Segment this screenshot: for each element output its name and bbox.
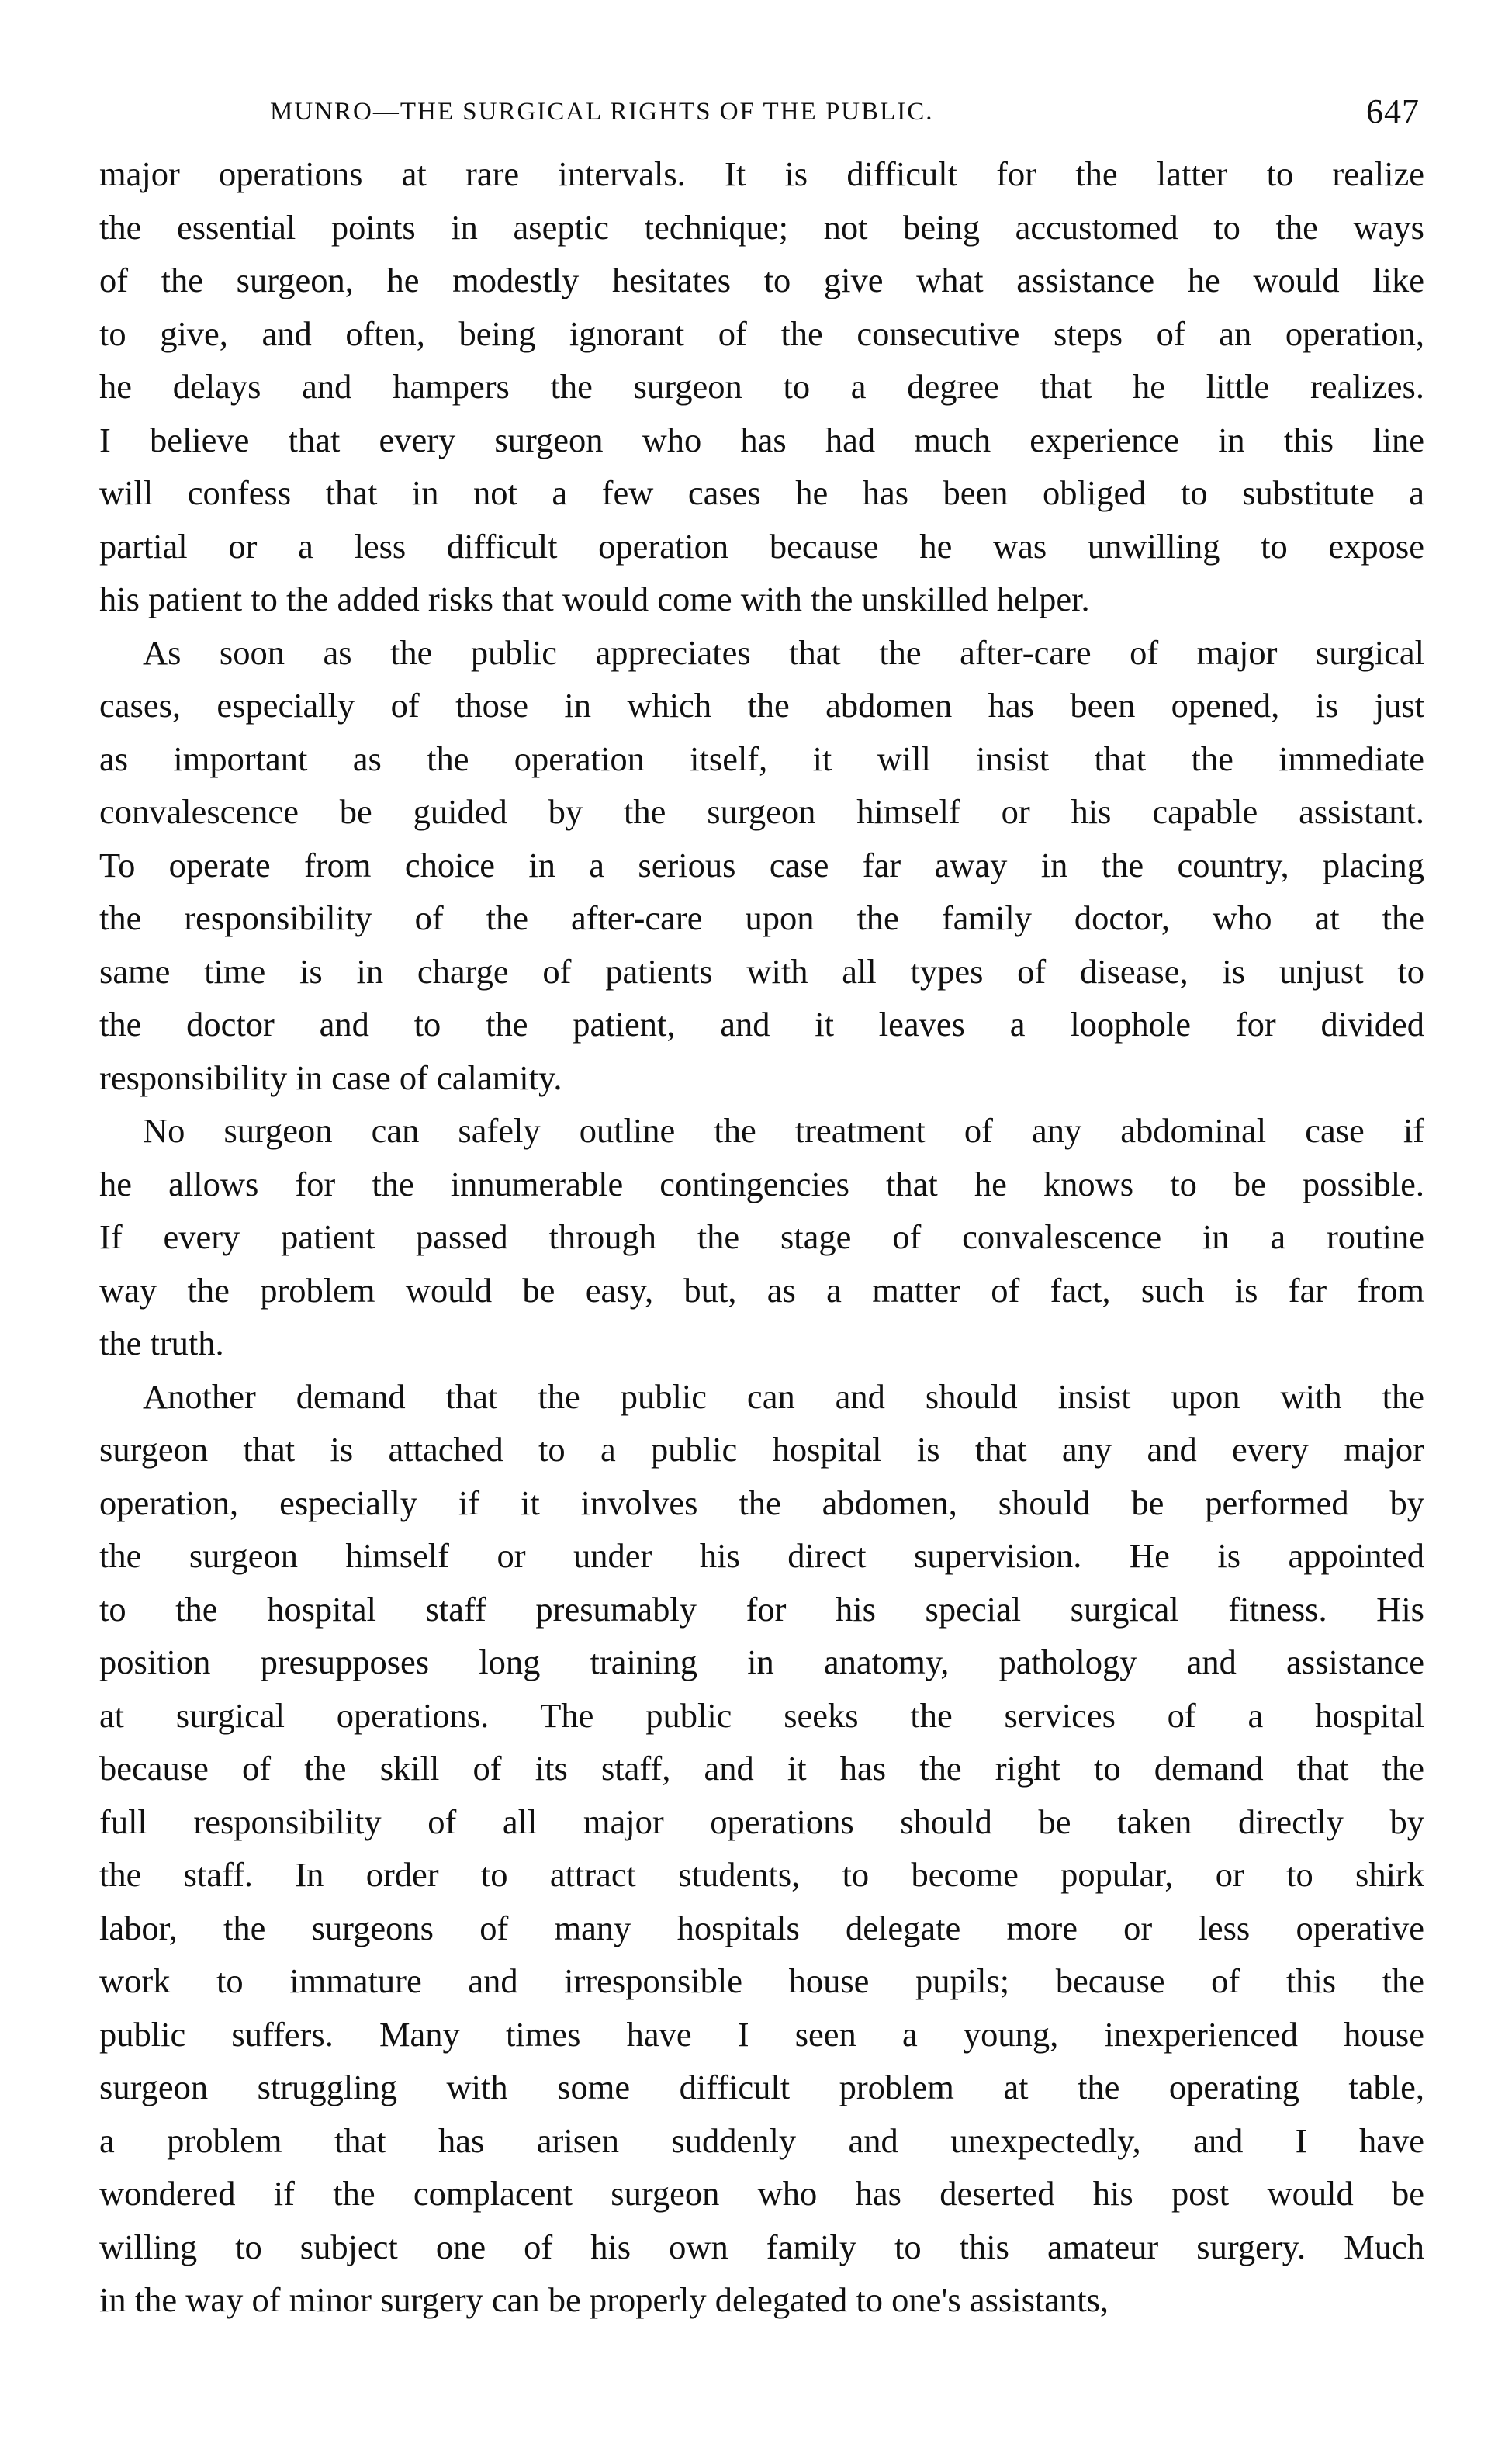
text-line: operation, especially if it involves the abdomen, should be performed by <box>99 1483 1424 1522</box>
text-line: to the hospital staff presumably for his special surgical fitness. His <box>99 1589 1424 1629</box>
page-number: 647 <box>1366 92 1420 130</box>
text-line: in the way of minor surgery can be properly delegated to one's assistants, <box>99 2280 1109 2319</box>
text-line: the staff. In order to attract students, to become popular, or to shirk <box>99 1855 1424 1894</box>
text-line: partial or a less difficult operation because he was unwilling to expose <box>99 526 1424 566</box>
paragraph <box>99 1370 1424 2327</box>
book-page <box>99 92 1424 2327</box>
text-line: will confess that in not a few cases he has been obliged to substitute a <box>99 473 1424 512</box>
text-line: the surgeon himself or under his direct supervision. He is appointed <box>99 1536 1424 1575</box>
text-line: cases, especially of those in which the abdomen has been opened, is just <box>99 686 1424 725</box>
text-line: To operate from choice in a serious case far away in the country, placing <box>99 845 1424 884</box>
text-line: the truth. <box>99 1324 224 1362</box>
text-line: his patient to the added risks that would come with the unskilled helper. <box>99 580 1090 618</box>
paragraph <box>99 626 1424 1105</box>
text-line: the essential points in aseptic technique; not being accustomed to the ways <box>99 207 1424 247</box>
text-line: he allows for the innumerable contingencies that he knows to be possible. <box>99 1164 1424 1203</box>
text-line: surgeon struggling with some difficult problem at the operating table, <box>99 2068 1424 2106</box>
text-line: work to immature and irresponsible house pupils; because of this the <box>99 1961 1424 2000</box>
paragraph <box>99 1104 1424 1370</box>
text-line: full responsibility of all major operations should be taken directly by <box>99 1802 1424 1841</box>
text-line: No surgeon can safely outline the treatment of any abdominal case if <box>143 1111 1424 1150</box>
text-line: he delays and hampers the surgeon to a degree that he little realizes. <box>99 367 1424 406</box>
text-line: because of the skill of its staff, and it has the right to demand that the <box>99 1749 1424 1788</box>
text-line: way the problem would be easy, but, as a matter of fact, such is far from <box>99 1270 1424 1310</box>
text-line: I believe that every surgeon who has had much experience in this line <box>99 420 1424 459</box>
paragraph <box>99 147 1424 626</box>
text-line: a problem that has arisen suddenly and unexpectedly, and I have <box>99 2120 1424 2160</box>
text-line: convalescence be guided by the surgeon himself or his capable assistant. <box>99 792 1424 831</box>
text-line: As soon as the public appreciates that the after-care of major surgical <box>143 632 1424 672</box>
text-line: of the surgeon, he modestly hesitates to give what assistance he would like <box>99 261 1424 299</box>
text-line: at surgical operations. The public seeks the services of a hospital <box>99 1695 1424 1735</box>
text-line: same time is in charge of patients with all types of disease, is unjust to <box>99 951 1424 991</box>
text-line: responsibility in case of calamity. <box>99 1058 562 1097</box>
text-line: willing to subject one of his own family to this amateur surgery. Much <box>99 2227 1424 2266</box>
running-title: MUNRO—THE SURGICAL RIGHTS OF THE PUBLIC. <box>270 98 934 126</box>
text-line: Another demand that the public can and should insist upon with the <box>143 1376 1424 1416</box>
running-head <box>99 92 1424 147</box>
text-line: wondered if the complacent surgeon who has deserted his post would be <box>99 2174 1424 2213</box>
text-line: labor, the surgeons of many hospitals delegate more or less operative <box>99 1908 1424 1947</box>
text-line: the responsibility of the after-care upon the family doctor, who at the <box>99 898 1424 937</box>
text-line: major operations at rare intervals. It is difficult for the latter to realize <box>99 154 1424 193</box>
text-line: surgeon that is attached to a public hospital is that any and every major <box>99 1430 1424 1469</box>
text-line: as important as the operation itself, it will insist that the immediate <box>99 739 1424 778</box>
text-line: the doctor and to the patient, and it leaves a loophole for divided <box>99 1005 1424 1044</box>
text-line: If every patient passed through the stage of convalescence in a routine <box>99 1217 1424 1256</box>
body-text <box>99 147 1424 2327</box>
text-line: to give, and often, being ignorant of the consecutive steps of an operation, <box>99 313 1424 353</box>
text-line: position presupposes long training in anatomy, pathology and assistance <box>99 1643 1424 1681</box>
text-line: public suffers. Many times have I seen a young, inexperienced house <box>99 2014 1424 2054</box>
